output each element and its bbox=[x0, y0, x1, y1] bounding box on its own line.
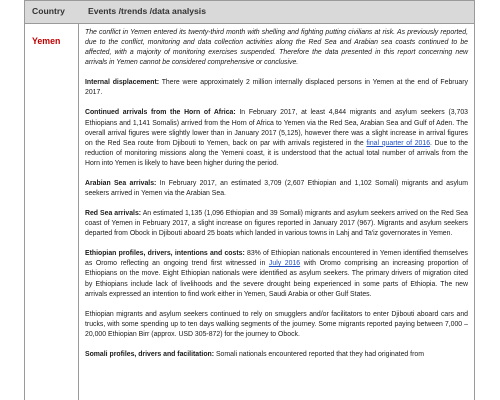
table-header-row bbox=[24, 0, 475, 24]
country-name: Yemen bbox=[32, 36, 61, 46]
paragraph-text: An estimated 1,135 (1,096 Ethiopian and 39 Somali) migrants and asylum seekers arrived on the Red Sea coast of Yemen in February 2017, a slight increase on figures reported in January 2017 (967). Migrants and asylum seekers departed from Obock in Djibouti aboard 25 boats which landed in various towns in Lahj and Ta'iz governorates in Yemen. bbox=[85, 210, 468, 238]
paragraph-text: There were approximately 2 million internally displaced persons in Yemen at the end of February 2017. bbox=[85, 79, 468, 97]
paragraph-lead: Arabian Sea arrivals: bbox=[85, 179, 157, 187]
paragraph-text: Somali nationals encountered reported that they had originated from bbox=[214, 350, 424, 358]
column-header-events: Events /trends /data analysis bbox=[88, 6, 206, 16]
arabian-sea-paragraph bbox=[85, 179, 468, 199]
somali-profiles-paragraph bbox=[85, 350, 468, 360]
paragraph-text: 83% of Ethiopian nationals encountered in Yemen identified themselves as Oromo reflecting an ongoing trend first witnessed in bbox=[85, 250, 468, 268]
ethiopian-profiles-paragraph bbox=[85, 249, 468, 299]
red-sea-paragraph bbox=[85, 209, 468, 239]
paragraph-text: In February 2017, at least 4,844 migrants and asylum seekers (3,703 Ethiopians and 1,141 Somalis) arrived from the Horn of Africa to Yemen via the Red Sea, Arabian Sea and Gulf of Aden. The overall arrival figures were slightly lower than in January 2017 (5,125), however there was a slight increase in arrival figures on the Red Sea route from Djibouti to Yemen, back on par with arrivals registered in the bbox=[85, 109, 468, 147]
column-header-country: Country bbox=[32, 6, 65, 16]
paragraph-text: . Due to the reduction of monitoring missions along the Yemeni coast, it is understood that the actual total number of arrivals from the Horn into Yemen is likely to have been higher during the period. bbox=[85, 139, 468, 167]
horn-of-africa-paragraph bbox=[85, 108, 468, 168]
paragraph-lead: Continued arrivals from the Horn of Africa: bbox=[85, 109, 236, 117]
country-cell bbox=[24, 24, 79, 400]
paragraph-lead: Ethiopian profiles, drivers, intentions and costs: bbox=[85, 250, 245, 258]
smugglers-paragraph: Ethiopian migrants and asylum seekers continued to rely on smugglers and/or facilitators to enter Djibouti aboard cars and trucks, with some spending up to ten days walking segments of the journey. Some migrants reported paying between 7,000 – 20,000 Ethiopian Birr (approx. USD 305-872) for the journey to Obock. bbox=[85, 310, 468, 338]
final-quarter-link[interactable]: final quarter of 2016 bbox=[366, 139, 431, 147]
paragraph-lead: Internal displacement: bbox=[85, 79, 160, 87]
paragraph-text: with Oromo comprising an increasing proportion of Ethiopians on the move. Eight Ethiopian nationals were identified as asylum seekers. The primary drivers of migration cited by Ethiopians include lack of livelihoods and the severe drought being experienced in some parts of Ethiopia. The new arrivals expressed an intention to find work either in Yemen, Saudi Arabia or other Gulf States. bbox=[85, 260, 468, 298]
paragraph-lead: Red Sea arrivals: bbox=[85, 210, 142, 218]
july-2016-link[interactable]: July 2016 bbox=[268, 260, 301, 268]
intro-paragraph: The conflict in Yemen entered its twenty-third month with shelling and fighting putting civilians at risk. As previously reported, due to the conflict, monitoring and data collection activities along the Red Sea and Arabian sea coasts continued to be affected, with a majority of monitoring exercises suspended. Therefore the data presented in this report concerning new arrivals in Yemen cannot be considered comprehensive or conclusive. bbox=[85, 29, 468, 67]
paragraph-text: In February 2017, an estimated 3,709 (2,607 Ethiopian and 1,102 Somali) migrants and asylum seekers arrived in Yemen via the Arabian Sea. bbox=[85, 179, 469, 198]
internal-displacement-paragraph bbox=[85, 78, 468, 98]
events-cell bbox=[79, 24, 475, 400]
paragraph-lead: Somali profiles, drivers and facilitation: bbox=[85, 350, 215, 358]
